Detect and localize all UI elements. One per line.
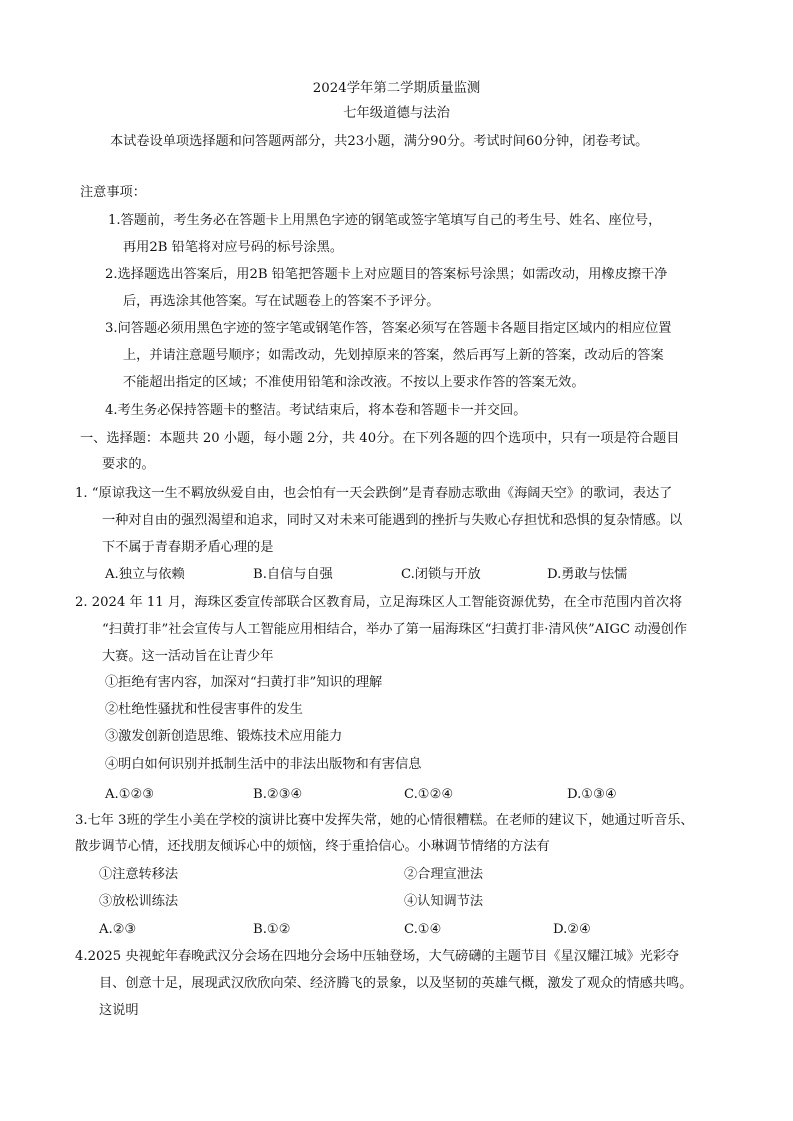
note-2-line-1: 2.选择题选出答案后，用2B 铅笔把答题卡上对应题目的答案标号涂黑；如需改动，用橡皮擦干净: [105, 267, 668, 282]
question-2-line-2: “扫黄打非”社会宣传与人工智能应用相结合，举办了第一届海珠区“扫黄打非·清风侠”AIGC 动漫创作: [102, 622, 688, 637]
question-4-line-1: 4.2025 央视蛇年春晚武汉分会场在四地分会场中压轴登场，大气磅礴的主题节目《星汉耀江城》光彩夺: [75, 949, 680, 964]
note-3-line-2: 上，并请注意题号顺序；如需改动，先划掉原来的答案，然后再写上新的答案，改动后的答案: [123, 348, 664, 363]
section-1-instructions: 一、选择题：本题共 20 小题，每小题 2分，共 40分。在下列各题的四个选项中，只有一项是符合题目: [80, 431, 680, 446]
note-2-line-2: 后，再选涂其他答案。写在试题卷上的答案不予评分。: [123, 294, 440, 309]
notes-heading: 注意事项：: [80, 185, 146, 200]
question-1-option-a: A.独立与依赖: [105, 567, 185, 582]
question-2-option-b: B.②③④: [253, 787, 303, 802]
question-2-line-3: 大赛。这一活动旨在让青少年: [102, 649, 274, 664]
question-1-option-b: B.自信与自强: [253, 567, 333, 582]
note-3-line-3: 不能超出指定的区域；不准使用铅笔和涂改液。不按以上要求作答的答案无效。: [123, 375, 585, 390]
question-2-statement-3: ③激发创新创造思维、锻炼技术应用能力: [105, 729, 343, 744]
question-2-statement-2: ②杜绝性骚扰和性侵害事件的发生: [105, 702, 303, 717]
exam-subject: 七年级道德与法治: [343, 106, 450, 121]
question-2-option-d: D.①③④: [567, 787, 617, 802]
question-2-statement-1: ①拒绝有害内容，加深对“扫黄打非”知识的理解: [105, 675, 383, 690]
question-1-line-2: 一种对自由的强烈渴望和追求，同时又对未来可能遇到的挫折与失败心存担忧和恐惧的复杂情感。以: [102, 513, 683, 528]
question-2-option-c: C.①②④: [404, 787, 454, 802]
question-4-line-3: 这说明: [99, 1003, 139, 1018]
exam-title: 2024学年第二学期质量监测: [312, 81, 481, 96]
question-2-statement-4: ④明白如何识别并抵制生活中的非法出版物和有害信息: [105, 757, 422, 772]
question-3-line-2: 散步调节心情，还找朋友倾诉心中的烦恼，终于重拾信心。小琳调节情绪的方法有: [75, 839, 550, 854]
note-1-line-1: 1.答题前，考生务必在答题卡上用黑色字迹的钢笔或签字笔填写自己的考生号、姓名、座位号，: [108, 213, 662, 228]
question-3-statement-3: ③放松训练法: [99, 894, 179, 909]
question-1-option-c: C.闭锁与开放: [401, 567, 481, 582]
note-4: 4.考生务必保持答题卡的整洁。考试结束后，将本卷和答题卡一并交回。: [105, 403, 527, 418]
question-1-line-1: 1. “原谅我这一生不羁放纵爱自由，也会怕有一天会跌倒”是青春励志歌曲《海阔天空》的歌词，表达了: [75, 486, 673, 501]
note-3-line-1: 3.问答题必须用黑色字迹的签字笔或钢笔作答，答案必须写在答题卡各题目指定区域内的相应位置: [105, 321, 672, 336]
exam-intro: 本试卷设单项选择题和问答题两部分，共23小题，满分90分。考试时间60分钟，闭卷考试。: [110, 134, 649, 149]
question-1-line-3: 下不属于青春期矛盾心理的是: [102, 540, 274, 555]
question-3-line-1: 3.七年 3班的学生小美在学校的演讲比赛中发挥失常，她的心情很糟糕。在老师的建议下，她通过听音乐、: [75, 813, 694, 828]
question-2-option-a: A.①②③: [105, 787, 155, 802]
question-3-option-d: D.②④: [553, 922, 591, 937]
question-4-line-2: 目、创意十足，展现武汉欣欣向荣、经济腾飞的景象，以及坚韧的英雄气概，激发了观众的情感共鸣。: [99, 976, 693, 991]
question-3-statement-1: ①注意转移法: [99, 867, 179, 882]
note-1-line-2: 再用2B 铅笔将对应号码的标号涂黑。: [123, 240, 344, 255]
section-1-instructions-cont: 要求的。: [102, 457, 155, 472]
question-2-line-1: 2. 2024 年 11 月，海珠区委宣传部联合区教育局，立足海珠区人工智能资源优势，在全市范围内首次将: [75, 595, 683, 610]
question-3-statement-4: ④认知调节法: [404, 894, 484, 909]
question-3-option-b: B.①②: [253, 922, 291, 937]
question-1-option-d: D.勇敢与怯懦: [547, 567, 628, 582]
question-3-option-c: C.①④: [404, 922, 442, 937]
question-3-statement-2: ②合理宣泄法: [404, 867, 484, 882]
question-3-option-a: A.②③: [99, 922, 137, 937]
